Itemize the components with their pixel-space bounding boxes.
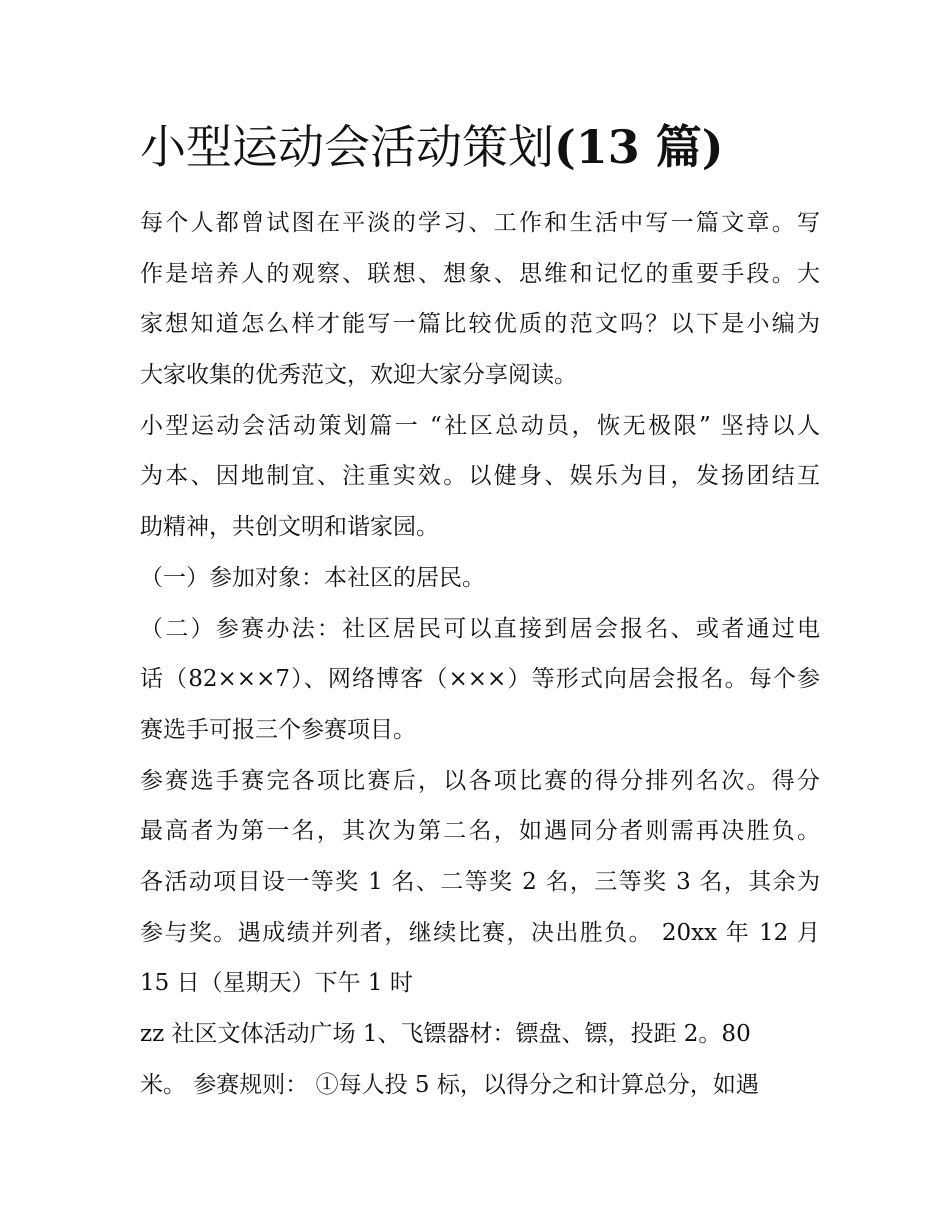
paragraph-line: 各活动项目设一等奖 1 名、二等奖 2 名，三等奖 3 名，其余为 [140,868,820,895]
paragraph-line: 最高者为第一名，其次为第二名，如遇同分者则需再决胜负。 [140,818,820,845]
paragraph-line: 小型运动会活动策划篇一 “社区总动员，恢无极限” 坚持以人 [140,412,820,439]
paragraph-line: 作是培养人的观察、联想、想象、思维和记忆的重要手段。大 [140,260,820,287]
title-text: 小型运动会活动策划 [140,120,554,174]
document-title [140,116,724,178]
paragraph-line: zz 社区文体活动广场 1、飞镖器材：镖盘、镖，投距 2。80 [140,1021,751,1047]
paragraph-line: 15 日（星期天）下午 1 时 [140,970,413,997]
paragraph-line: 赛选手可报三个参赛项目。 [140,716,416,743]
paragraph-line: 家想知道怎么样才能写一篇比较优质的范文吗？以下是小编为 [140,311,820,338]
paragraph-line: 大家收集的优秀范文，欢迎大家分享阅读。 [140,362,577,389]
title-count: (13 篇) [554,120,724,174]
paragraph-line: 每个人都曾试图在平淡的学习、工作和生活中写一篇文章。写 [140,210,820,236]
paragraph-line: 米。 参赛规则： ①每人投 5 标，以得分之和计算总分，如遇 [140,1071,759,1098]
paragraph-line: （一）参加对象：本社区的居民。 [140,564,485,591]
paragraph-line: 话（82×××7）、网络博客（×××）等形式向居会报名。每个参 [140,666,820,693]
paragraph-line: 参赛选手赛完各项比赛后，以各项比赛的得分排列名次。得分 [140,767,820,794]
paragraph-line: 参与奖。遇成绩并列者，继续比赛，决出胜负。 20xx 年 12 月 [140,919,820,946]
paragraph-line: 为本、因地制宜、注重实效。以健身、娱乐为目，发扬团结互 [140,463,820,490]
paragraph-line: （二）参赛办法：社区居民可以直接到居会报名、或者通过电 [140,615,820,642]
document-body [140,198,820,1110]
paragraph-line: 助精神，共创文明和谐家园。 [140,514,439,541]
